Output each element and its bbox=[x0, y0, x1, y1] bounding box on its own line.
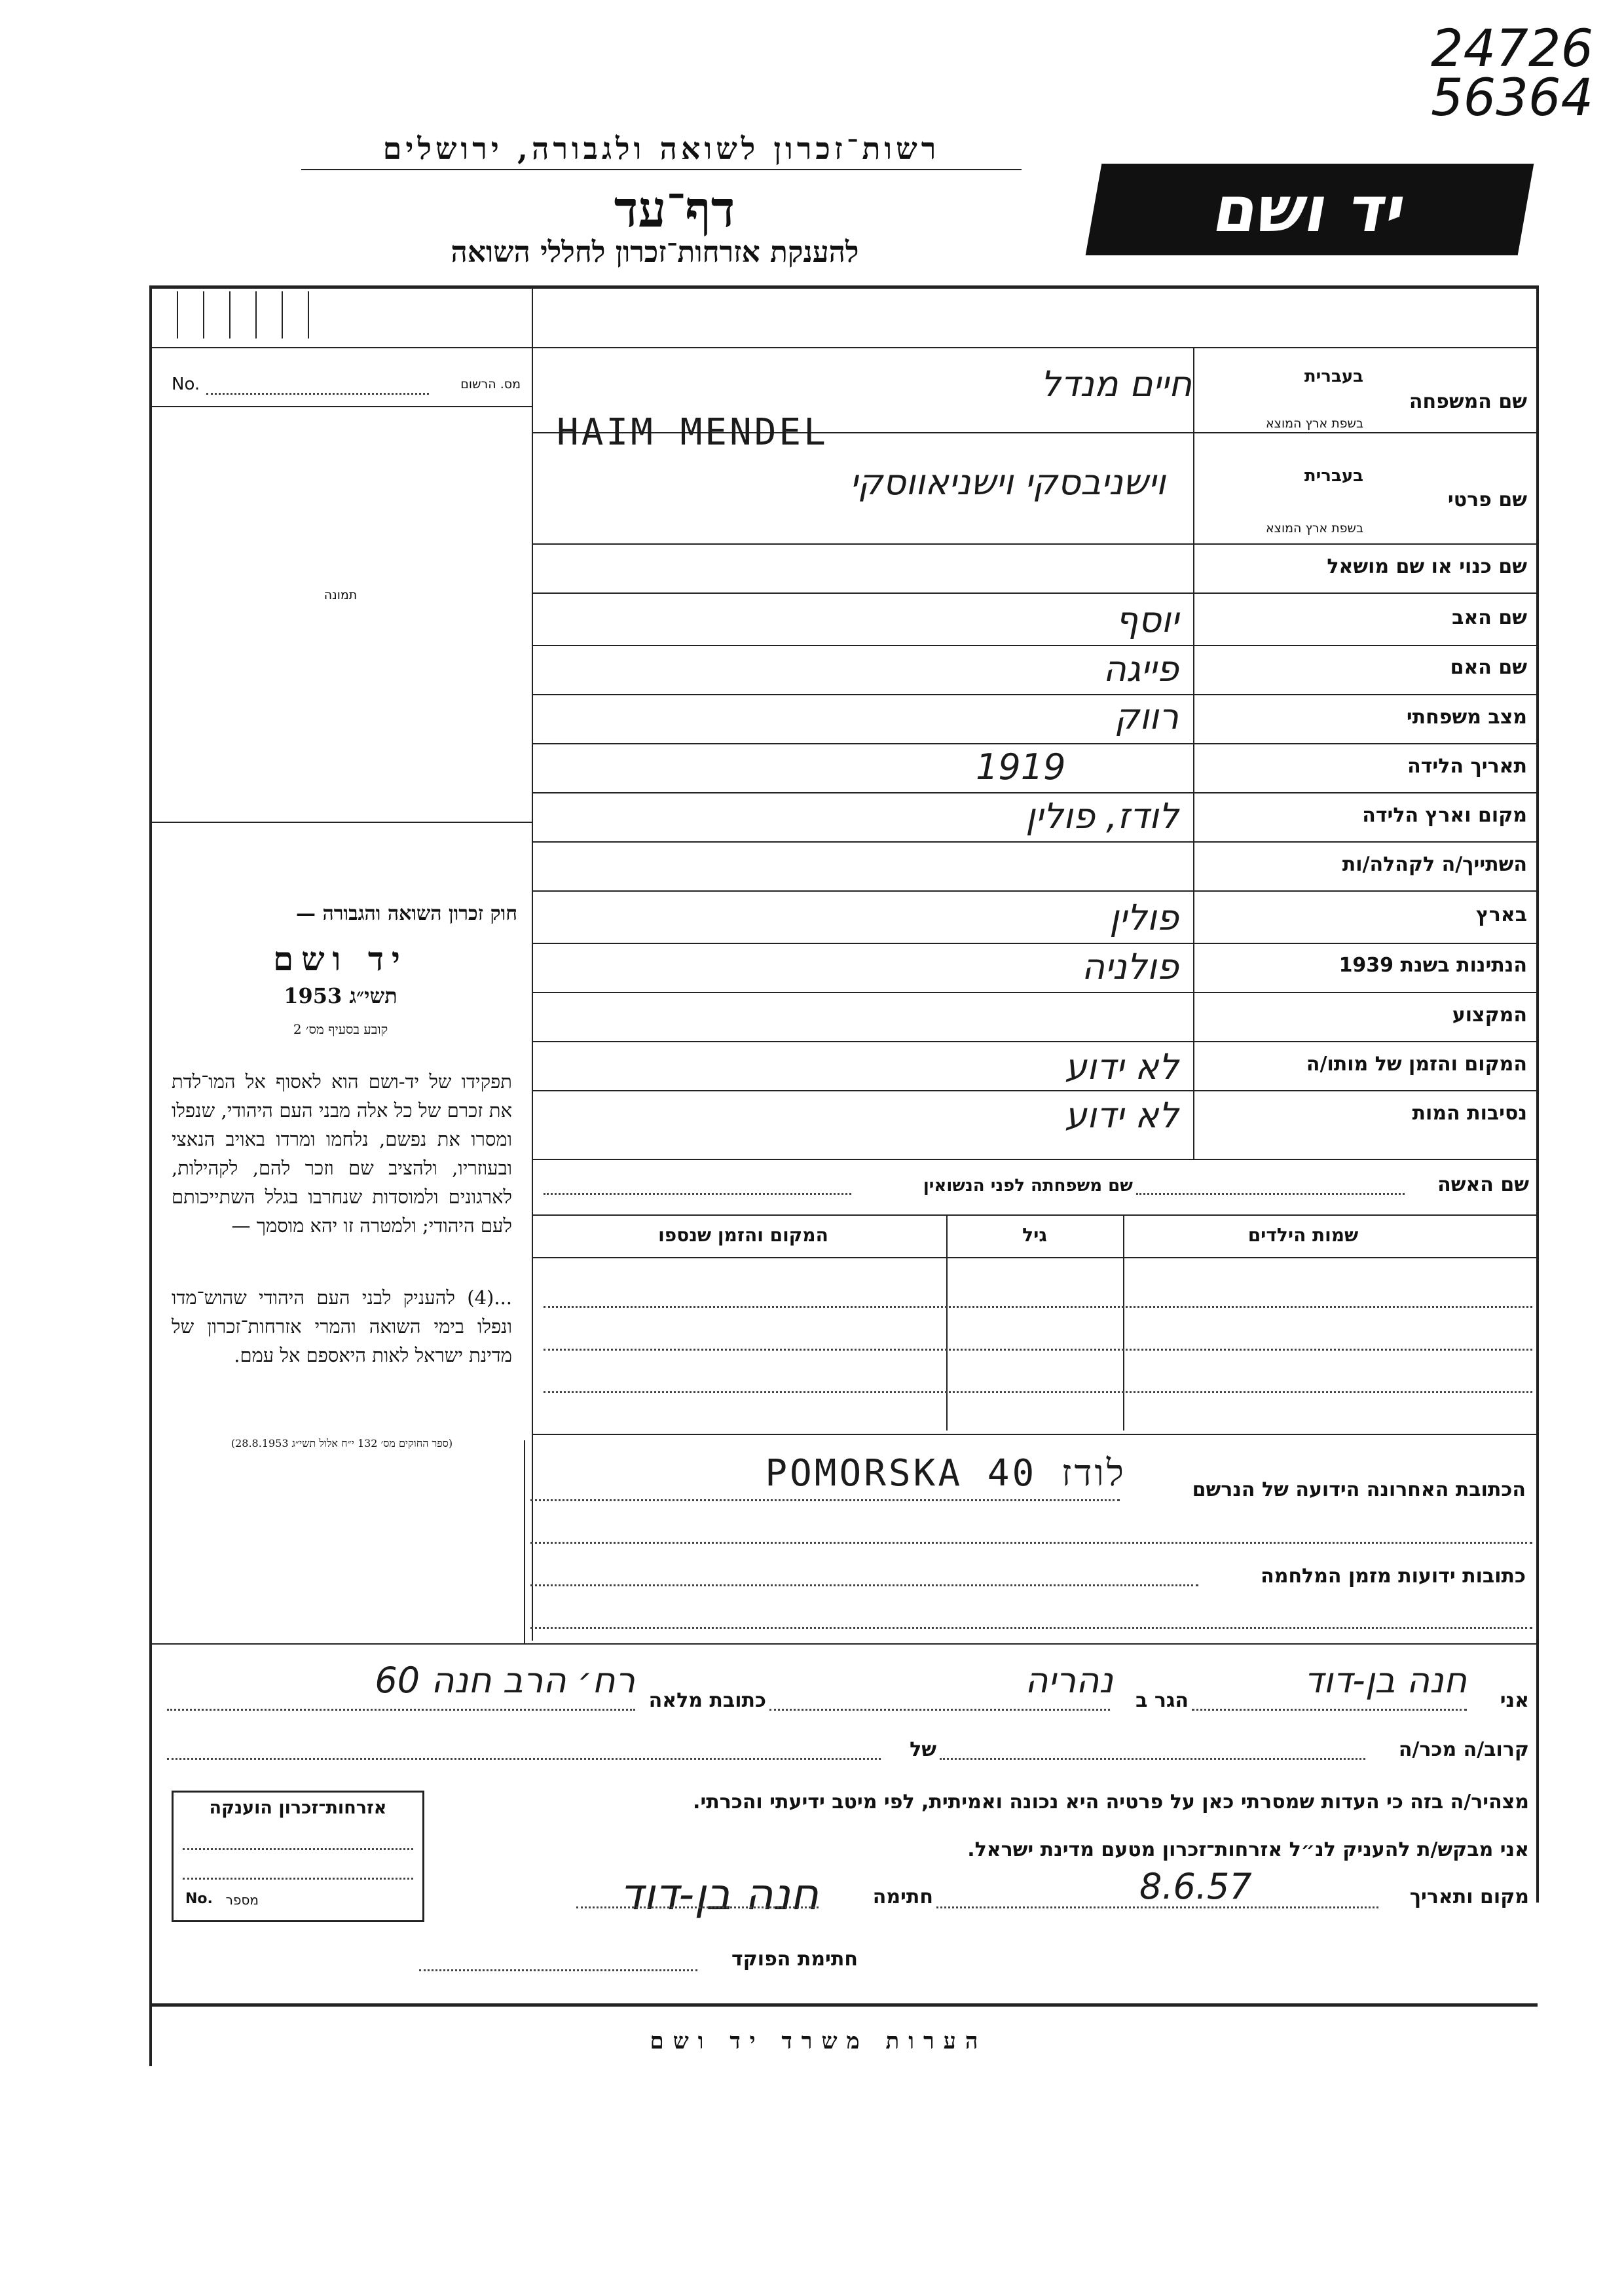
law-title: חוק זכרון השואה והגבורה — bbox=[296, 902, 517, 925]
father-value[interactable]: יוסף bbox=[1115, 599, 1179, 640]
country-label: בארץ bbox=[1475, 903, 1527, 926]
family-name-local-value[interactable]: HAIM MENDEL bbox=[557, 411, 828, 454]
citizenship-box-no-label: No. bbox=[185, 1891, 213, 1907]
death-circumstances-value[interactable]: לא ידוע bbox=[1064, 1095, 1179, 1136]
statement-1: מצהיר/ה בזה כי העדות שמסרתי כאן על פרטיה היא נכונה ואמיתית, לפי מיטב ידיעתי והכרתי. bbox=[693, 1791, 1529, 1813]
of-label: של bbox=[910, 1738, 936, 1761]
authority-name: רשות־זכרון לשואה ולגבורה, ירושלים bbox=[382, 131, 940, 166]
children-col-names: שמות הילדים bbox=[1247, 1224, 1359, 1246]
citizenship-box-title: אזרחות־זכרון הוענקה bbox=[209, 1798, 387, 1818]
law-paragraph-2: ...(4) להעניק לבני העם היהודי שהוש־מדו ונפלו בימי השואה והמרי אזרחות־זכרון של מדינת ישראל לאות היאספם אל עמם. bbox=[172, 1286, 512, 1366]
law-paragraph-1: תפקידו של יד-ושם הוא לאסוף אל המו־לדת את זכרם של כל אלה מבני העם היהודי, שנפלו ומסרו את נפשם, נלחמו ומרדו באויב הנאצי ובעוזריו, ולהציב שם וזכר להם, לקהילות, לארגונים ולמוסדות שנחרבו בגלל השתייכותם לעם היהודי; ולמטרה זו יהא מוסמך — bbox=[172, 1070, 512, 1237]
first-name-local-label: בשפת ארץ המוצא bbox=[1265, 521, 1363, 536]
first-name-label: שם פרטי bbox=[1447, 488, 1527, 511]
law-citation: (ספר החוקים מס׳ 132 י״ח אלול תשי״ג 28.8.1953) bbox=[231, 1437, 453, 1449]
birth-date-label: תאריך הלידה bbox=[1407, 755, 1527, 778]
statement-2: אני מבקש/ת להעניק לנ״ל אזרחות־זכרון מטעם מדינת ישראל. bbox=[967, 1838, 1529, 1861]
citizenship-granted-box bbox=[172, 1791, 424, 1922]
yad-vashem-logo bbox=[1086, 164, 1534, 255]
death-circumstances-label: נסיבות המות bbox=[1412, 1102, 1527, 1125]
death-place-time-value[interactable]: לא ידוע bbox=[1064, 1046, 1179, 1087]
officer-signature-label: חתימת הפוקד bbox=[731, 1948, 858, 1971]
birth-place-label: מקום וארץ הלידה bbox=[1362, 804, 1527, 827]
law-name: יד ושם bbox=[273, 939, 408, 978]
logo-text: יד ושם bbox=[1208, 173, 1412, 246]
city-value[interactable]: נהריה bbox=[1025, 1660, 1113, 1701]
death-place-time-label: המקום והזמן של מותו/ה bbox=[1306, 1053, 1527, 1076]
wife-maiden-label: שם משפחתה לפני הנשואין bbox=[923, 1176, 1133, 1195]
form-top-border bbox=[149, 285, 1539, 289]
office-notes-heading: הערות משרד יד ושם bbox=[650, 2028, 987, 2054]
date-value[interactable]: 8.6.57 bbox=[1139, 1866, 1252, 1907]
children-col-place: המקום והזמן שנספו bbox=[658, 1224, 828, 1246]
birth-date-value[interactable]: 1919 bbox=[976, 746, 1066, 788]
family-name-label: שם המשפחה bbox=[1409, 390, 1527, 413]
last-address-label: הכתובת האחרונה הידועה של הנרשם bbox=[1192, 1478, 1526, 1501]
full-address-label: כתובת מלאה bbox=[648, 1689, 766, 1712]
father-label: שם האב bbox=[1452, 606, 1527, 629]
relative-label: קרוב/ה מכר/ה bbox=[1398, 1738, 1529, 1761]
country-value[interactable]: פולין bbox=[1109, 897, 1179, 938]
page-subtitle: להענקת אזרחות־זכרון לחללי השואה bbox=[451, 236, 859, 269]
citizenship-label: הנתינות בשנת 1939 bbox=[1338, 954, 1527, 977]
archive-number-2: 56364 bbox=[1431, 69, 1594, 128]
declarant-name-value[interactable]: חנה בן-דוד bbox=[1304, 1660, 1467, 1701]
children-col-age: גיל bbox=[1022, 1224, 1047, 1246]
profession-label: המקצוע bbox=[1452, 1004, 1527, 1027]
photo-label: תמונה bbox=[323, 588, 358, 602]
war-address-label: כתובות ידועות מזמן המלחמה bbox=[1261, 1565, 1526, 1588]
marital-value[interactable]: רווק bbox=[1114, 696, 1179, 737]
community-label: השתייך/ה לקהלה/ות bbox=[1342, 853, 1527, 876]
citizenship-value[interactable]: פולניה bbox=[1081, 946, 1179, 987]
last-address-value[interactable]: POMORSKA 40 לודז bbox=[765, 1452, 1126, 1495]
declarant-i-label: אני bbox=[1500, 1689, 1529, 1712]
signature-label: חתימה bbox=[872, 1886, 933, 1908]
page-title: דף־עד bbox=[614, 180, 735, 238]
family-name-hebrew-label: בעברית bbox=[1304, 367, 1363, 386]
marital-label: מצב משפחתי bbox=[1406, 706, 1527, 729]
resident-label: הגר ב bbox=[1135, 1689, 1189, 1712]
wife-label: שם האשה bbox=[1437, 1173, 1529, 1196]
place-date-label: מקום ותאריך bbox=[1409, 1886, 1529, 1908]
registry-no-label: No. bbox=[172, 374, 200, 394]
address-value[interactable]: רח׳ הרב חנה 60 bbox=[375, 1660, 635, 1701]
first-name-hebrew-label: בעברית bbox=[1304, 466, 1363, 486]
law-clause: קובע בסעיף מס׳ 2 bbox=[293, 1021, 388, 1037]
signature-value[interactable]: חנה בן-דוד bbox=[619, 1869, 819, 1920]
mother-value[interactable]: פייגה bbox=[1103, 648, 1179, 689]
nickname-label: שם כנוי או שם מושאל bbox=[1327, 555, 1527, 578]
first-name-hebrew-value[interactable]: וישניבסקי וישניאווסקי bbox=[849, 462, 1166, 503]
law-year: תשי״ג 1953 bbox=[284, 983, 397, 1008]
mother-label: שם האם bbox=[1450, 656, 1527, 679]
reg-number-boxes bbox=[177, 291, 334, 341]
registry-label: מס. הרשום bbox=[460, 377, 521, 392]
family-name-hebrew-value[interactable]: חיים מנדל bbox=[1041, 363, 1192, 405]
archive-number-1: 24726 bbox=[1431, 20, 1594, 79]
citizenship-box-num-label: מספר bbox=[225, 1892, 259, 1908]
birth-place-value[interactable]: לודז, פולין bbox=[1025, 795, 1179, 837]
family-name-local-label: בשפת ארץ המוצא bbox=[1265, 416, 1363, 431]
